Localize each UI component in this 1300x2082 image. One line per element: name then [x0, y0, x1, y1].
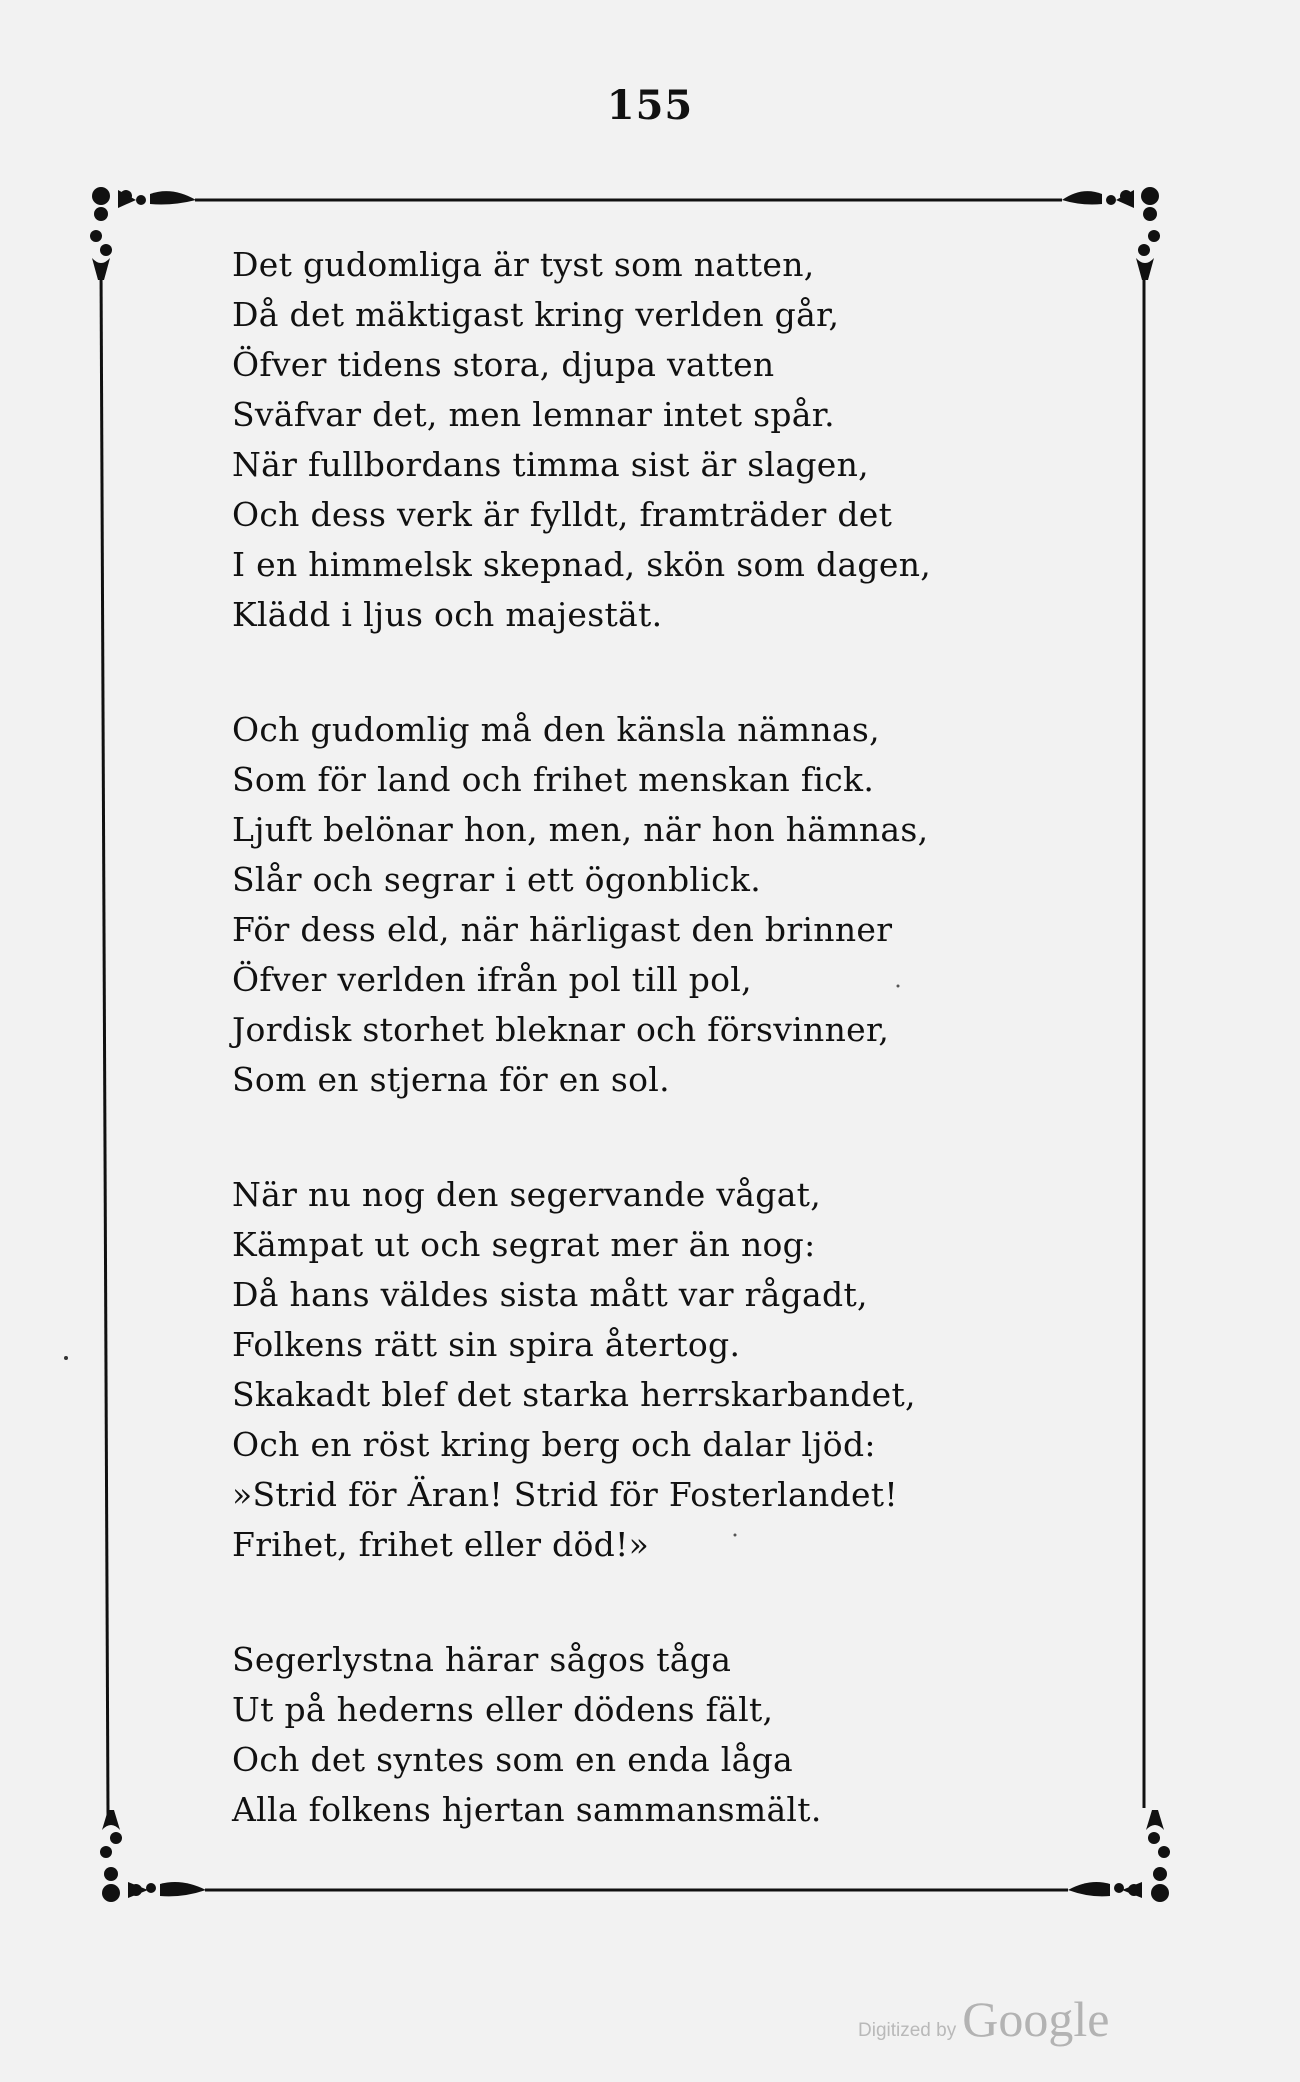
- stanza-2: [232, 705, 1112, 1105]
- poem-line: Som för land och frihet menskan fick.: [232, 760, 875, 799]
- watermark-prefix: Digitized by: [858, 2020, 957, 2041]
- poem-line: Alla folkens hjertan sammansmält.: [232, 1790, 822, 1829]
- poem-line: Och en röst kring berg och dalar ljöd:: [232, 1425, 876, 1464]
- poem-line: Ut på hederns eller dödens fält,: [232, 1690, 774, 1729]
- digitized-by-google-watermark: [858, 1990, 1109, 2050]
- poem-line: Slår och segrar i ett ögonblick.: [232, 860, 761, 899]
- poem-line: Som en stjerna för en sol.: [232, 1060, 670, 1099]
- poem-line: Folkens rätt sin spira återtog.: [232, 1325, 741, 1364]
- poem-line: När nu nog den segervande vågat,: [232, 1175, 822, 1214]
- ink-speck: [64, 1356, 68, 1360]
- poem-line: Öfver tidens stora, djupa vatten: [232, 345, 775, 384]
- poem-line: Ljuft belönar hon, men, när hon hämnas,: [232, 810, 929, 849]
- google-logo-text: Google: [962, 1991, 1110, 2047]
- page-number: 155: [606, 82, 694, 129]
- frame-left-rule: [101, 265, 108, 1815]
- poem-line: Det gudomliga är tyst som natten,: [232, 245, 815, 284]
- poem-body: [232, 240, 1112, 1900]
- poem-line: I en himmelsk skepnad, skön som dagen,: [232, 545, 932, 584]
- poem-line: Och dess verk är fylldt, framträder det: [232, 495, 893, 534]
- poem-line: »Strid för Äran! Strid för Fosterlandet!: [232, 1475, 898, 1514]
- poem-line: Och gudomlig må den känsla nämnas,: [232, 710, 880, 749]
- poem-line: Skakadt blef det starka herrskarbandet,: [232, 1375, 916, 1414]
- poem-line: När fullbordans timma sist är slagen,: [232, 445, 869, 484]
- poem-line: Då hans väldes sista mått var rågadt,: [232, 1275, 868, 1314]
- corner-ornament-top-left: [90, 187, 196, 280]
- poem-line: Segerlystna härar sågos tåga: [232, 1640, 732, 1679]
- poem-line: Klädd i ljus och majestät.: [232, 595, 663, 634]
- poem-line: Och det syntes som en enda låga: [232, 1740, 793, 1779]
- stanza-1: [232, 240, 1112, 640]
- stanza-4: [232, 1635, 1112, 1835]
- poem-line: För dess eld, när härligast den brinner: [232, 910, 893, 949]
- stanza-3: [232, 1170, 1112, 1570]
- poem-line: Sväfvar det, men lemnar intet spår.: [232, 395, 835, 434]
- poem-line: Jordisk storhet bleknar och försvinner,: [232, 1010, 890, 1049]
- poem-line: Kämpat ut och segrat mer än nog:: [232, 1225, 816, 1264]
- poem-line: Då det mäktigast kring verlden går,: [232, 295, 840, 334]
- poem-line: Öfver verlden ifrån pol till pol,: [232, 960, 752, 999]
- poem-line: Frihet, frihet eller död!»: [232, 1525, 650, 1564]
- corner-ornament-bottom-left: [100, 1810, 206, 1902]
